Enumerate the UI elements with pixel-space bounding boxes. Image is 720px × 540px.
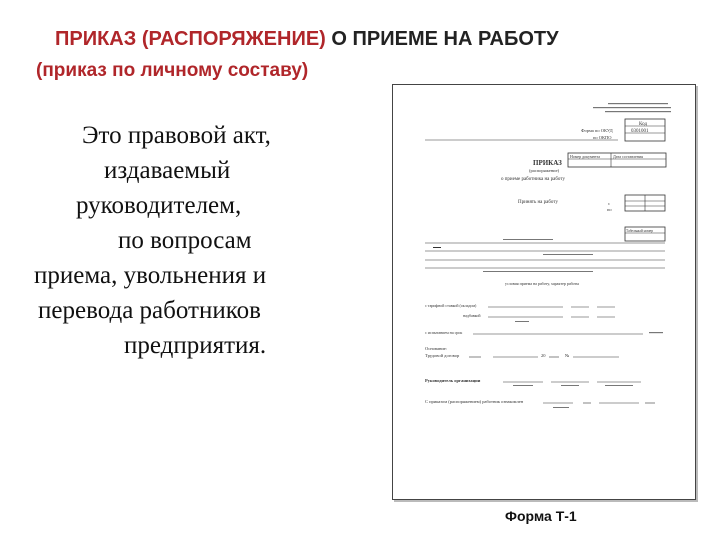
form-caption: Форма Т-1 [505, 508, 577, 524]
subtitle: (приказ по личному составу) [36, 60, 309, 81]
definition-line: приема, увольнения и [34, 262, 267, 289]
form-doc-subtitle: (распоряжение) [529, 168, 560, 173]
familiar-label: С приказом (распоряжением) работник ознакомлен [425, 399, 524, 404]
tab-number-label: Табельный номер [626, 229, 653, 233]
okpo-label: по ОКПО [593, 135, 612, 140]
form-t1-drawing [393, 85, 695, 499]
allowance-label: надбавкой [463, 313, 481, 318]
definition-line: предприятия. [124, 332, 267, 359]
definition-line: перевода работников [38, 297, 261, 324]
okud-label: Форма по ОКУД [581, 128, 613, 133]
form-doc-title: ПРИКАЗ [533, 159, 562, 167]
doc-number-label: Номер документа [570, 154, 601, 159]
form-doc-heading: о приеме работника на работу [501, 177, 565, 182]
form-t1-thumbnail [392, 84, 696, 500]
okud-code: 0301001 [631, 129, 649, 134]
definition-line: по вопросам [118, 227, 252, 254]
title-part-2: О ПРИЕМЕ НА РАБОТУ [331, 28, 559, 50]
contract-label: Трудовой договор [425, 353, 460, 358]
definition-line: Это правовой акт, [82, 122, 271, 149]
title-line-1 [55, 28, 559, 51]
conditions-label: условия приема на работу, характер работы [505, 281, 580, 286]
test-label: с испытанием на срок [425, 330, 463, 335]
to-label: по [607, 207, 612, 212]
doc-date-label: Дата составления [613, 154, 643, 159]
accept-label: Принять на работу [518, 200, 558, 205]
definition-line: руководителем, [76, 192, 242, 219]
code-label: Код [639, 122, 647, 127]
number-label: № [565, 353, 570, 358]
definition-text [18, 118, 398, 363]
definition-line: издаваемый [104, 157, 231, 184]
year-label: 20 [541, 353, 546, 358]
head-label: Руководитель организации [425, 378, 481, 383]
from-label: с [608, 201, 610, 206]
salary-label: с тарифной ставкой (окладом) [425, 303, 477, 308]
basis-label: Основание: [425, 346, 448, 351]
title-part-1: ПРИКАЗ (РАСПОРЯЖЕНИЕ) [55, 28, 326, 50]
